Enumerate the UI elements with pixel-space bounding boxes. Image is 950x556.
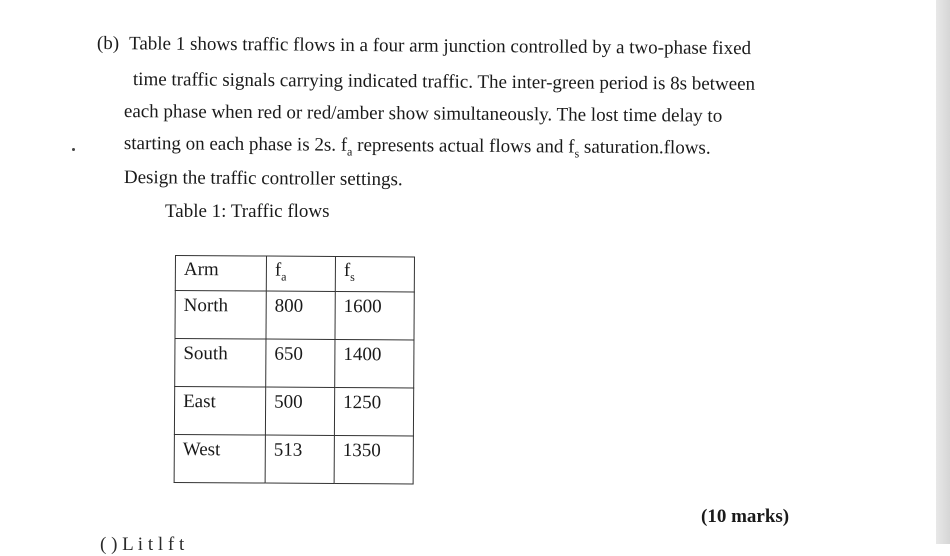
cell-fs: 1350 [334, 435, 413, 483]
line4-part-2: represents actual flows and f [352, 134, 575, 158]
table-header-row [175, 256, 414, 292]
table-row [174, 434, 413, 483]
cell-fa: 650 [266, 339, 335, 387]
cell-arm: East [174, 387, 265, 436]
question-line-2: time traffic signals carrying indicated traffic. The inter-green period is 8s between [132, 69, 756, 95]
cell-fs: 1250 [334, 387, 413, 435]
question-label: (b) [96, 33, 120, 55]
question-line-3: each phase when red or red/amber show simultaneously. The lost time delay to [123, 101, 723, 127]
table-row [175, 291, 414, 340]
cell-fa: 800 [266, 291, 335, 339]
fs-subscript: s [574, 146, 580, 161]
question-line-1 [97, 34, 751, 58]
next-question-fragment: ( ) L i t l f t [100, 534, 185, 555]
question-line-4 [124, 134, 711, 160]
cell-arm: West [174, 434, 265, 483]
cell-arm: North [175, 291, 266, 340]
table-row [174, 387, 413, 436]
header-fs-sub: s [350, 269, 355, 284]
fa-subscript: a [347, 144, 353, 159]
cell-fa: 500 [265, 387, 334, 435]
table-caption: Table 1: Traffic flows [165, 201, 330, 222]
table-row [175, 339, 414, 388]
page-edge-shadow [936, 0, 950, 544]
line4-part-3: saturation.flows. [579, 136, 711, 159]
header-fs-base: f [343, 260, 351, 282]
stray-mark [72, 148, 75, 151]
traffic-flows-table [174, 255, 415, 484]
cell-fa: 513 [265, 435, 334, 483]
header-fa-base: f [274, 259, 282, 281]
cell-arm: South [175, 339, 266, 388]
header-fa-sub: a [281, 269, 287, 284]
header-arm: Arm [175, 256, 266, 292]
header-fs [335, 256, 414, 291]
question-text-line-1: Table 1 shows traffic flows in a four arm junction controlled by a two-phase fixed [128, 33, 752, 60]
line4-part-1: starting on each phase is 2s. f [123, 133, 348, 156]
header-fa [266, 256, 335, 291]
cell-fs: 1400 [335, 339, 414, 387]
marks-label: (10 marks) [701, 506, 790, 527]
cell-fs: 1600 [335, 291, 414, 339]
question-line-5: Design the traffic controller settings. [123, 167, 403, 191]
